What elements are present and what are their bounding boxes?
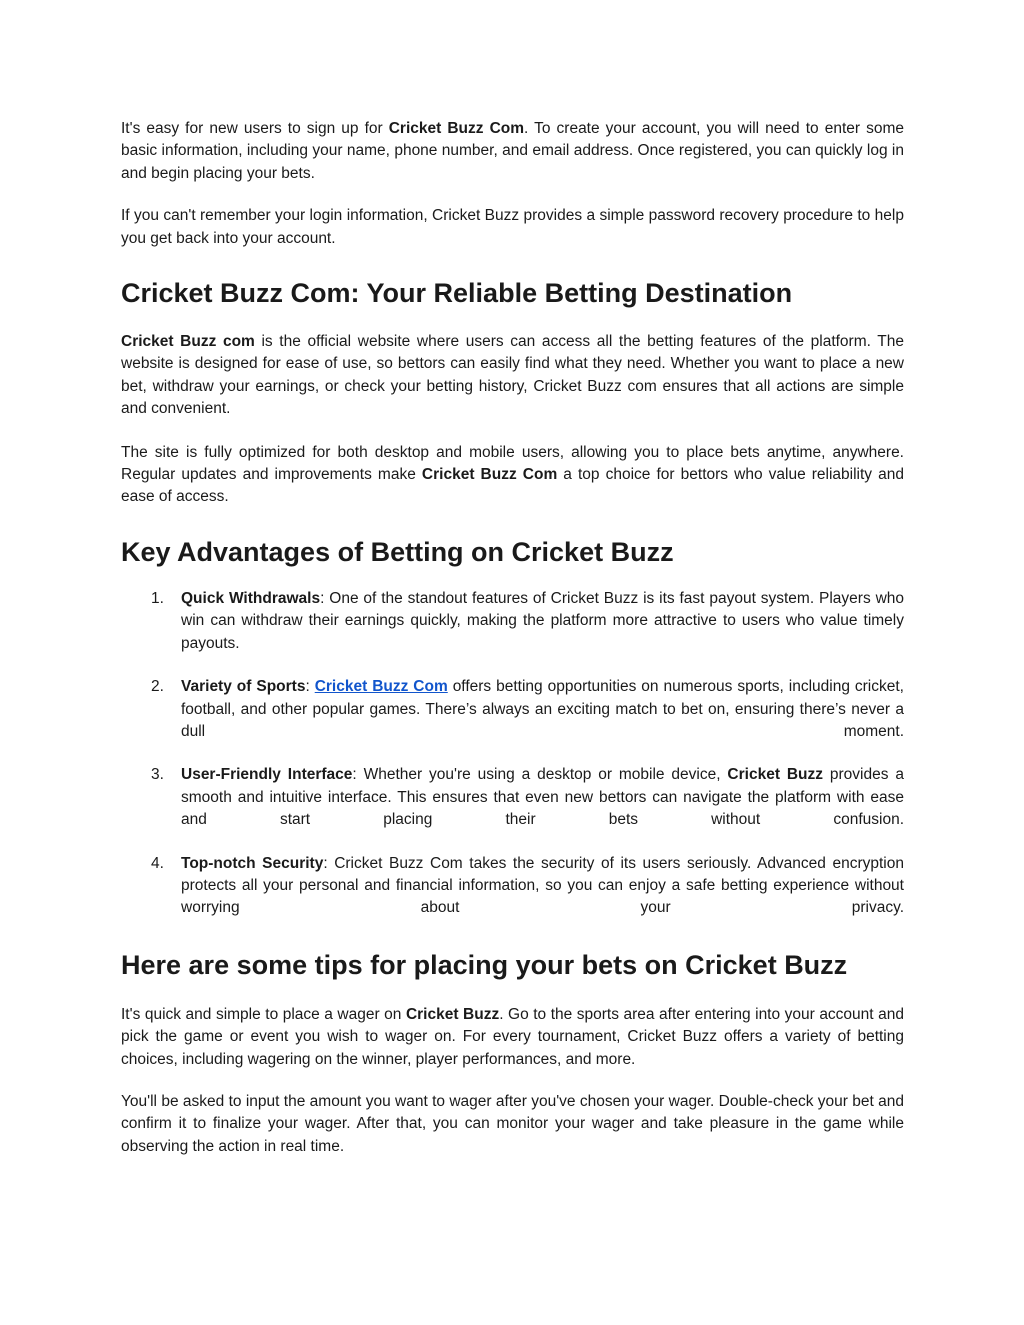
cricket-buzz-com-link[interactable]: Cricket Buzz Com [314,678,448,696]
bold-text: User-Friendly Interface [181,766,353,784]
text-run: : [305,678,315,696]
text-run: . To create your account, you will need to enter some basic information, including your name, phone number, and email address. Once registered, you can quickly log in and begin placing your bets. [121,120,904,182]
text-run: a top choice for bettors who value reliability and ease of access. [121,466,904,506]
text-run: It's easy for new users to sign up for [121,120,389,137]
bold-text: Cricket Buzz [405,1005,500,1023]
bold-text: Cricket Buzz Com [388,120,525,137]
text-run: offers betting opportunities on numerous sports, including cricket, football, and other popular games. There’s always an exciting match to bet on, ensuring there’s never a dull moment. [181,678,904,740]
list-item [121,853,904,920]
list-item [121,588,904,655]
text-run: : Cricket Buzz Com takes the security of its users seriously. Advanced encryption protects all your personal and financial information, so you can enjoy a safe betting experience without worrying about your privacy. [181,854,904,917]
list-item-text [181,588,904,655]
intro-paragraph-1 [121,118,904,185]
text-run: provides a smooth and intuitive interface. This ensures that even new bettors can navigate the platform with ease and start placing their bets without confusion. [181,766,904,829]
section3-paragraph-2: You'll be asked to input the amount you want to wager after you've chosen your wager. Double-check your bet and confirm it to finalize your wager. After that, you can monitor your wager and take pleasure in the game while observing the action in real time. [121,1092,904,1155]
list-item [121,764,904,831]
document-page [121,118,904,1158]
list-number: 4. [151,854,164,872]
intro-paragraph-2: If you can't remember your login information, Cricket Buzz provides a simple password recovery procedure to help you get back into your account. [121,207,904,247]
advantages-list [121,588,904,920]
text-run: : Whether you're using a desktop or mobile device, [352,766,728,784]
section-heading-reliable-destination: Cricket Buzz Com: Your Reliable Betting Destination [121,278,793,309]
list-item-text [181,764,904,831]
text-run: The site is fully optimized for both desktop and mobile users, allowing you to place bets anytime, anywhere. Regular updates and improvements make [121,443,904,484]
text-run: : One of the standout features of Cricket Buzz is its fast payout system. Players who win can withdraw their earnings quickly, making the platform more attractive to users who value timely payouts. [181,589,904,652]
section1-paragraph-1 [121,331,904,421]
bold-text: Cricket Buzz Com [421,466,558,484]
bold-text: Variety of Sports [181,678,306,696]
text-run: is the official website where users can access all the betting features of the platform. The website is designed for ease of use, so bettors can easily find what they need. Whether you want to place a new bet, withdraw your earnings, or check your betting history, Cricket Buzz com ensures that all actions are simple and convenient. [121,333,904,418]
text-run: . Go to the sports area after entering into your account and pick the game or event you wish to wager on. For every tournament, Cricket Buzz offers a variety of betting choices, including wagering on the winner, player performances, and more. [121,1005,904,1068]
list-number: 2. [151,678,164,696]
list-item-text [181,676,904,743]
section-heading-betting-tips: Here are some tips for placing your bets on Cricket Buzz [121,949,848,980]
bold-text: Cricket Buzz com [121,333,255,351]
list-item [121,676,904,743]
list-number: 1. [151,589,164,607]
list-number: 3. [151,766,164,784]
section-heading-key-advantages: Key Advantages of Betting on Cricket Buzz [121,536,674,567]
list-item-text [181,853,904,920]
bold-text: Quick Withdrawals [181,589,321,607]
text-run: It's quick and simple to place a wager on [121,1005,406,1023]
section1-paragraph-2 [121,442,904,509]
bold-text: Cricket Buzz [727,766,824,784]
bold-text: Top-notch Security [181,854,324,872]
section3-paragraph-1 [121,1004,904,1071]
